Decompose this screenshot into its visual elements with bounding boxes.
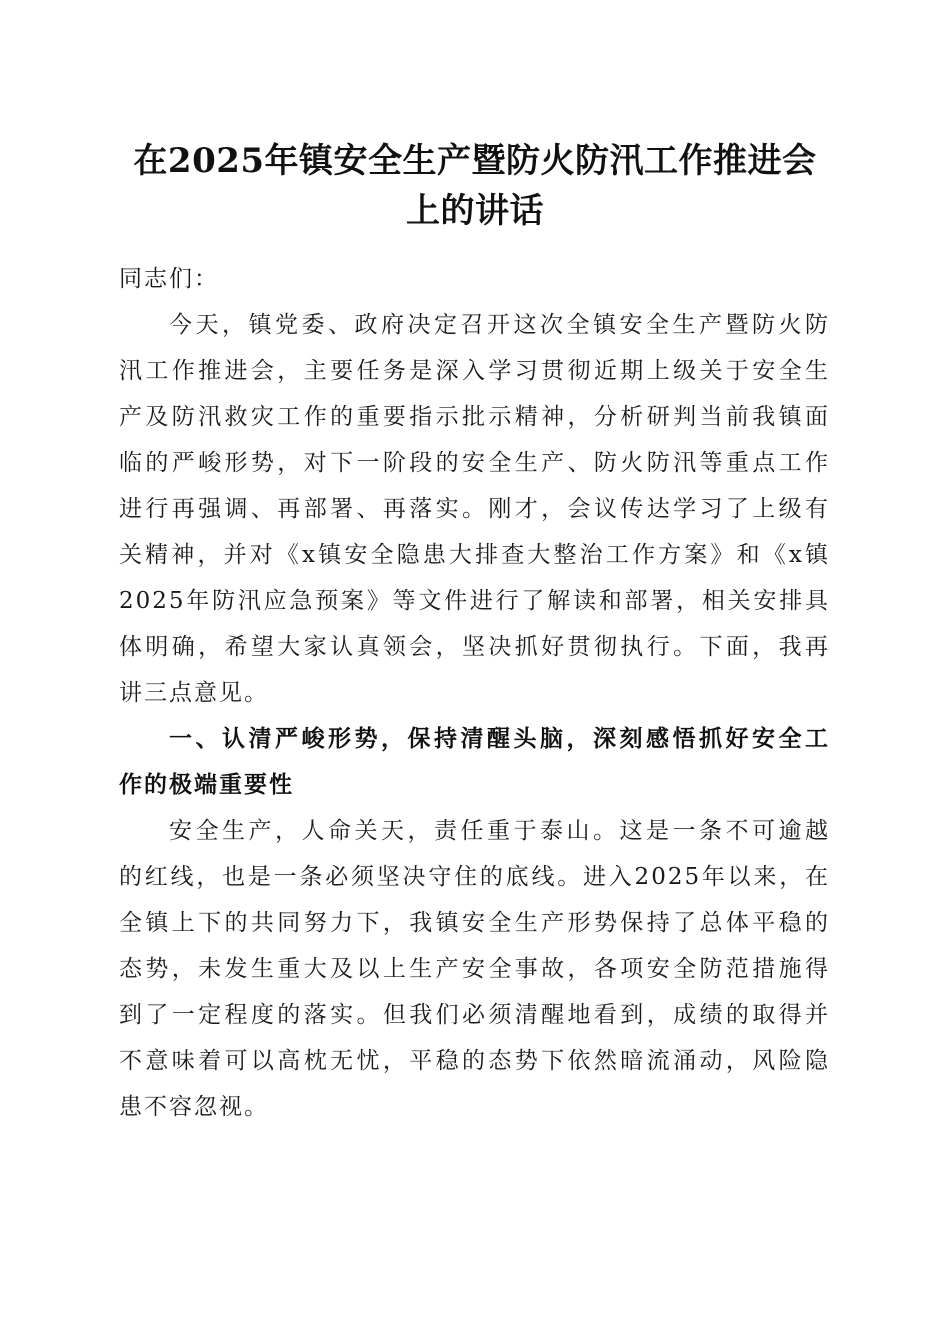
paragraph-section-1 [119, 808, 830, 1130]
paragraph-line: 讲三点意见。 [119, 680, 269, 706]
section-heading-1 [119, 716, 830, 808]
paragraph-line: 临的严峻形势，对下一阶段的安全生产、防火防汛等重点工作 [119, 450, 830, 476]
paragraph-line: 不意味着可以高枕无忧，平稳的态势下依然暗流涌动，风险隐 [119, 1048, 830, 1074]
paragraph-line: 汛工作推进会，主要任务是深入学习贯彻近期上级关于安全生 [119, 358, 830, 384]
paragraph-line: 患不容忽视。 [119, 1094, 269, 1120]
paragraph-line: 全镇上下的共同努力下，我镇安全生产形势保持了总体平稳的 [119, 910, 830, 936]
paragraph-line: 态势，未发生重大及以上生产安全事故，各项安全防范措施得 [119, 956, 830, 982]
paragraph-line: 今天，镇党委、政府决定召开这次全镇安全生产暨防火防 [169, 312, 830, 338]
salutation: 同志们： [119, 266, 219, 292]
paragraph-intro [119, 302, 830, 716]
paragraph-line: 2025年防汛应急预案》等文件进行了解读和部署，相关安排具 [119, 588, 830, 614]
paragraph-line: 安全生产，人命关天，责任重于泰山。这是一条不可逾越 [169, 818, 830, 844]
document-title [100, 136, 850, 236]
paragraph-line: 产及防汛救灾工作的重要指示批示精神，分析研判当前我镇面 [119, 404, 830, 430]
paragraph-line: 的红线，也是一条必须坚决守住的底线。进入2025年以来，在 [119, 864, 830, 890]
paragraph-line: 关精神，并对《x镇安全隐患大排查大整治工作方案》和《x镇 [119, 542, 830, 568]
heading-line: 作的极端重要性 [119, 772, 294, 798]
paragraph-line: 到了一定程度的落实。但我们必须清醒地看到，成绩的取得并 [119, 1002, 830, 1028]
title-line: 在2025年镇安全生产暨防火防汛工作推进会 [133, 141, 817, 181]
document-body [119, 256, 830, 1130]
paragraph-line: 体明确，希望大家认真领会，坚决抓好贯彻执行。下面，我再 [119, 634, 830, 660]
paragraph-line: 进行再强调、再部署、再落实。刚才，会议传达学习了上级有 [119, 496, 830, 522]
heading-line: 一、认清严峻形势，保持清醒头脑，深刻感悟抓好安全工 [169, 726, 830, 752]
title-line: 上的讲话 [406, 191, 544, 231]
